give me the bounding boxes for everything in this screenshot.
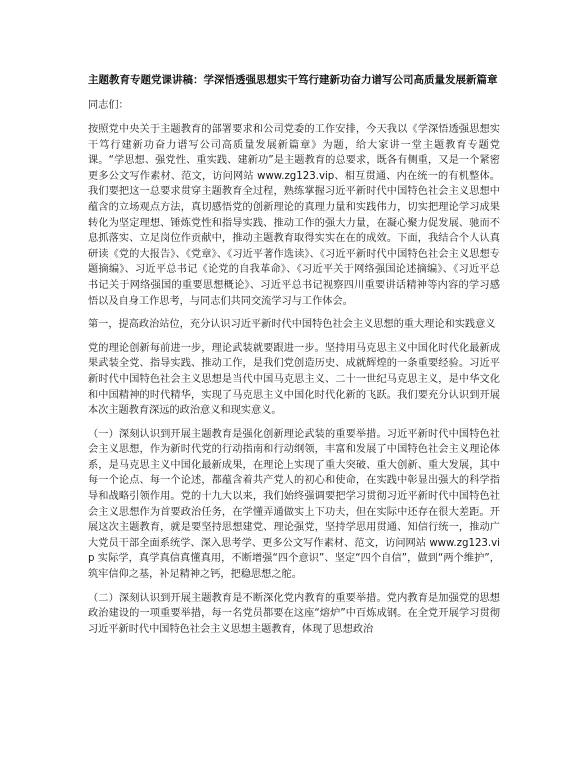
intro-paragraph: 按照党中央关于主题教育的部署要求和公司党委的工作安排，今天我以《学深悟透强思想实干笃行建新功奋力谱写公司高质量发展新篇章》为题，给大家讲一堂主题教育专题党课。“学思想、强党性、重实践、建新功”是主题教育的总要求，既各有侧重，又是一个紧密更多公文写作素材、范文，访问网站 www.zg123.vip、相互贯通、内在统一的有机整体。我们要把这一总要求贯穿主题教育全过程，熟练掌握习近平新时代中国特色社会主义思想中蕴含的立场观点方法，真切感悟党的创新理论的真理力量和实践伟力，切实把理论学习成果转化为坚定理想、锤炼党性和指导实践、推动工作的强大力量，在凝心聚力促发展、驰而不息抓落实、立足岗位作贡献中，推动主题教育取得实实在在的成效。下面，我结合个人认真研读《党的大报告》、《党章》、《习近平著作选读》、《习近平新时代中国特色社会主义思想专题摘编》、习近平总书记《论党的自我革命》、《习近平关于网络强国论述摘编》、《习近平总书记关于网络强国的重要思想概论》、习近平总书记视察四川重要讲话精神等内容的学习感悟以及自身工作思考，与同志们共同交流学习与工作体会。 [88,124,500,307]
section-heading-1: 第一，提高政治站位，充分认识习近平新时代中国特色社会主义思想的重大理论和实践意义 [88,319,496,331]
section1-paragraph: 党的理论创新每前进一步，理论武装就要跟进一步。坚持用马克思主义中国化时代化最新成果武装全党、指导实践、推动工作，是我们党创造历史、成就辉煌的一条重要经验。习近平新时代中国特色社会主义思想是当代中国马克思主义、二十一世纪马克思主义，是中华文化和中国精神的时代精华，实现了马克思主义中国化时代化新的飞跃。我们要充分认识到开展本次主题教育深远的政治意义和现实意义。 [88,342,500,417]
document-title: 主题教育专题党课讲稿：学深悟透强思想实干笃行建新功奋力谱写公司高质量发展新篇章 [88,74,498,86]
section1-paragraph: （一）深刻认识到开展主题教育是强化创新理论武装的重要举措。习近平新时代中国特色社会主义思想，作为新时代党的行动指南和行动纲领，丰富和发展了中国特色社会主义理论体系，是马克思主义中国化最新成果，在理论上实现了重大突破、重大创新、重大发展，其中每一个论点、每一个论述，都蕴含着共产党人的初心和使命，在实践中彰显出强大的科学指导和战略引领作用。党的十九大以来，我们始终强调要把学习贯彻习近平新时代中国特色社会主义思想作为首要政治任务，在学懂弄通做实上下功夫，但在实际中还存在很大差距。开展这次主题教育，就是要坚持思想建党、理论强党，坚持学思用贯通、知信行统一，推动广大党员干部全面系统学、深入思考学、更多公文写作素材、范文，访问网站 www.zg123.vip 实际学，真学真信真懂真用，不断增强“四个意识”、坚定“四个自信”，做到“两个维护”，筑牢信仰之基，补足精神之钙，把稳思想之舵。 [88,428,500,581]
greeting: 同志们： [88,100,129,111]
section1-paragraph: （二）深刻认识到开展主题教育是不断深化党内教育的重要举措。党内教育是加强党的思想政治建设的一项重要举措，每一名党员都要在这座“熔炉”中百炼成钢。在全党开展学习贯彻习近平新时代中国特色社会主义思想主题教育，体现了思想政治 [88,592,500,635]
